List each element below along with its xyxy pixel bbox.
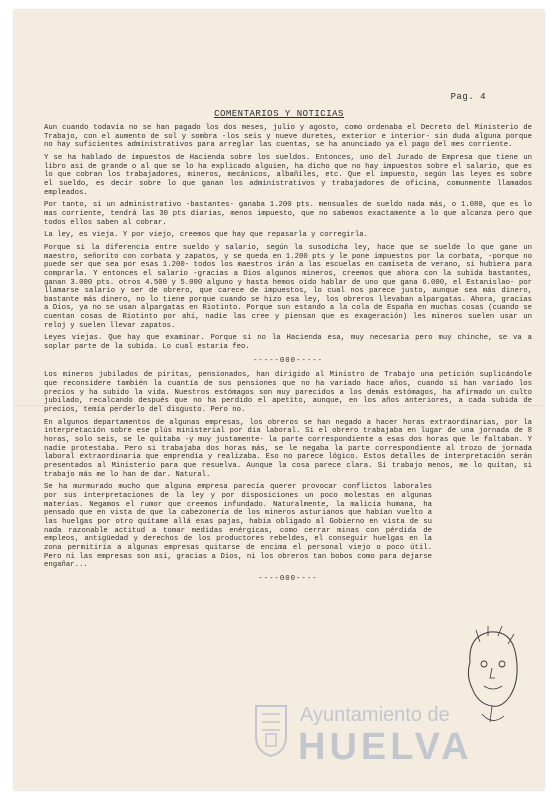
article-title [14, 109, 544, 119]
watermark-line-2: HUELVA [298, 726, 473, 768]
paragraph: Se ha murmurado mucho que alguna empresa parecía querer provocar conflictos laborales por sus interpretaciones de la ley y por disposiciones un poco molestas en algunas materias. Negamos el rumor que creemos infundado. Naturalmente, la malicia humana, ha pensado que en vista de que la cabezonería de los mineros asturianos que habían vuelto a las huelgas por otro quítame allá esas pajas, había obligado al Gobierno en vista de su nada razonable actitud a tomar medidas enérgicas, como cerrar minas con pérdida de empleos, antigüedad y derechos de los productores rebeldes, el conseguir huelgas en la zona permitiría a algunas empresas quitarse de encima el personal viejo o poco útil. Pero ni las empresas son así, gracias a Dios, ni los obreros tan bobos como para dejarse engañar... [44, 483, 432, 570]
document-page [14, 10, 544, 790]
section-separator: -----000----- [253, 356, 323, 365]
paragraph: Y se ha hablado de impuestos de Hacienda sobre los sueldos. Entonces, uno del Jurado de Empresa que tiene un libro así de grande o al que se lo ha explicado alguien, ha dicho que no hay impuestos sobre el salario, que es lo que cobran los trabajadores, mineros, mecánicos, albañiles, etc. Que el impuesto, según las leyes es sobre el sueldo, es decir sobre lo que ganan los administrativos y trabajadores de oficina, comunmente llamados empleados. [44, 153, 532, 197]
paragraph: En algunos departamentos de algunas empresas, los obreros se han negado a hacer horas extraordinarias, por la interpretación sobre ese plús ministerial por día laboral. Si el obrero trabajaba en lugar de una jornada de 8 horas, solo seis, se le quitaba -y muy justamente- la parte correspondiente a esas dos horas que le faltaban. Y nadie protestaba. Pero si trabajaba dos horas más, se le negaba la parte correspondiente al trozo de jornada laboral extraordinaria que emprendía y realizaba. Eso no parece lógico. Estos detalles de interpretación serán presentados al Ministerio para que resuelva. Aunque la cosa parece clara. Si trabajo menos, me lo quitan, si trabajo más me lo han de dar. Natural. [44, 418, 532, 479]
article-title-text: COMENTARIOS Y NOTICIAS [214, 109, 344, 119]
paragraph: Leyes viejas. Que hay que examinar. Porque si no la Hacienda esa, muy necesaria pero muy chinche, se va a soplar parte de la subida. Lo cual estaría feo. [44, 334, 532, 352]
paragraph: Por tanto, si un administrativo -bastantes- ganaba 1.200 pts. mensuales de sueldo nada más, o 1.080, que es lo mas corriente, tendrá las 30 pts diarias, menos impuesto, que no sabemos exactamente a lo que alcanza pero que todos ellos saben al cobrar. [44, 201, 532, 227]
end-separator: ----000---- [258, 574, 318, 583]
city-shield-icon [254, 702, 288, 758]
paragraph: Los mineros jubilados de piritas, pensionados, han dirigido al Ministro de Trabajo una petición suplicándole que reconsidere también la cuantía de sus pensiones que no ha variado hace años, cuando si han variado los precios y ha subido la vida. Nuestros estómagos son muy parecidos a los demás estómagos, ha afirmado un culto jubilado, recalcando después que no ha perdido el apetito, aunque, en los años anteriores, a cada subida de precios, temía perderlo del disgusto. Pero no. [44, 371, 532, 415]
article-body [44, 124, 532, 590]
watermark-line-1: Ayuntamiento de [300, 704, 450, 726]
watermark [254, 698, 544, 790]
paragraph: Porque si la diferencia entre sueldo y salario, según la susodicha ley, hace que se suelde lo que gane un maestro, señorito con corbata y zapatos, y se queda en 1.200 pts y le pone impuestos por la corbata, -porque no puede ser que sea por esas 1.200- todos los maestros irán a las escuelas en camiseta de verano, si hubiera para comprarla. Y entonces el salario -gracias a Dios algunos mineros, creemos que ahora con la subida bastantes, ganan 3.000 pts. otros 4.500 y 5.000 alguno y hasta hemos oido hablar de uno que gana 6.000, el Estanislao- por llamarse salario y ser de obrero, que carece de impuestos, lo cual nos parece justo, aunque sea más dinero, bastante más dinero, no lo tiene porque cuando se hizo esa ley, los obreros llevaban alpargatas. Ahora, gracias a Dios, ya no se usan alpargatas en Riotinto. Porque sun estando a la cola de España en muchas cosas (cuando se cuentan cosas de Riotinto por ahí, nadie las cree y piensan que es exageración) les mineros suelen usar un reloj y suelen llevar zapatos. [44, 243, 532, 330]
paragraph: Aun cuando todavía no se han pagado los dos meses, julio y agosto, como ordenaba el Decreto del Ministerio de Trabajo, con el aumento de sol y sombra -los seis y nueve duretes, exterior e interior- sin duda alguna porque no hay suficientes administrativos para arreglar las cuentas, se ha anunciado ya el pago del mes corriente. [44, 124, 532, 150]
paragraph: La ley, es vieja. Y por viejo, creemos que hay que repasarla y corregirla. [44, 231, 369, 240]
page-number: Pag. 4 [450, 92, 486, 102]
